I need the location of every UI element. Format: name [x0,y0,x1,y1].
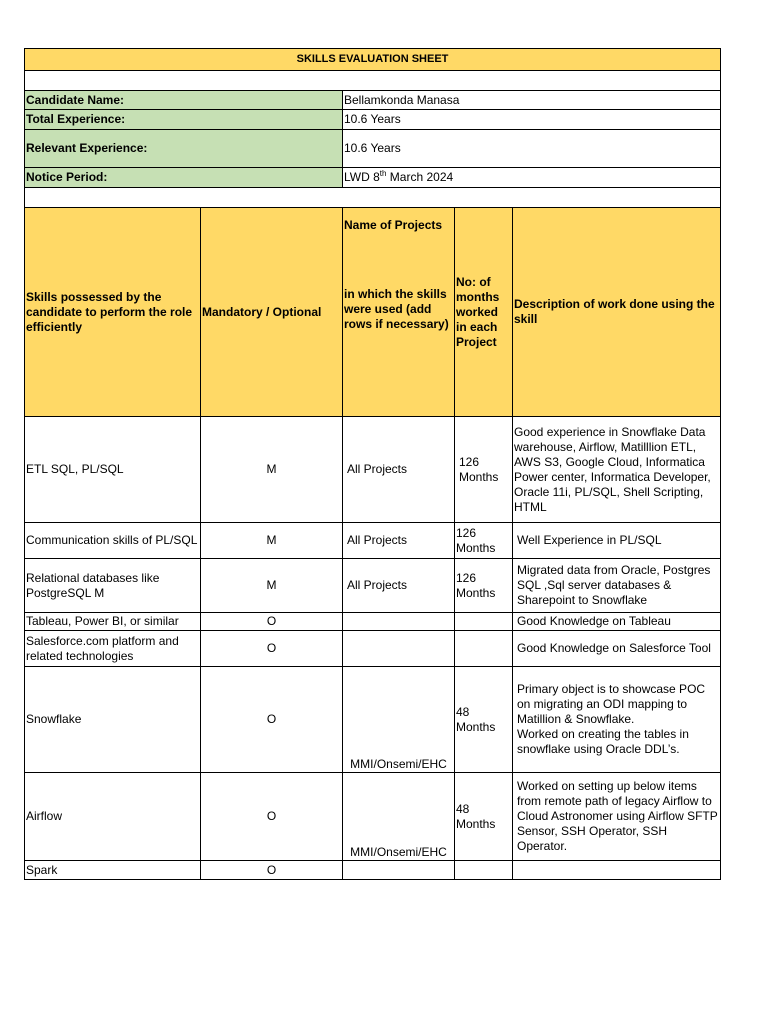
table-row [25,861,721,880]
table-row [25,417,721,523]
months-cell [455,631,513,667]
mandatory-cell: M [201,523,343,559]
description-cell: Primary object is to showcase POC on migrating an ODI mapping to Matillion & Snowflake. Worked on creating the tables in snowflake using Oracle DDL’s. [513,667,721,773]
months-cell: 48 Months [455,773,513,861]
skill-cell: Communication skills of PL/SQL [25,523,201,559]
project-cell: All Projects [343,559,455,613]
months-cell [455,613,513,631]
project-cell: All Projects [343,417,455,523]
months-cell: 126 Months [455,417,513,523]
project-cell: MMI/Onsemi/EHC [343,773,455,861]
notice-suffix: March 2024 [386,170,454,184]
project-cell [343,861,455,880]
skill-cell: Airflow [25,773,201,861]
table-row [25,667,721,773]
header-skills: Skills possessed by the candidate to perform the role efficiently [25,208,201,417]
table-row [25,559,721,613]
header-months: No: of months worked in each Project [455,208,513,417]
skill-cell: Salesforce.com platform and related technologies [25,631,201,667]
description-cell: Worked on setting up below items from remote path of legacy Airflow to Cloud Astronomer using Airflow SFTP Sensor, SSH Operator, SSH Operator. [513,773,721,861]
mandatory-cell: O [201,631,343,667]
header-description: Description of work done using the skill [513,208,721,417]
relevant-experience-value: 10.6 Years [343,130,721,168]
table-row [25,613,721,631]
skill-cell: Spark [25,861,201,880]
project-cell [343,631,455,667]
project-cell [343,613,455,631]
months-cell: 48 Months [455,667,513,773]
spacer-row [25,71,721,91]
notice-prefix: LWD 8 [344,170,380,184]
description-cell: Good Knowledge on Tableau [513,613,721,631]
candidate-name-value: Bellamkonda Manasa [343,91,721,110]
header-projects-bottom: in which the skills were used (add rows if necessary) [344,287,449,331]
project-cell: All Projects [343,523,455,559]
mandatory-cell: O [201,667,343,773]
skill-cell: Relational databases like PostgreSQL M [25,559,201,613]
description-cell: Migrated data from Oracle, Postgres SQL ,Sql server databases & Sharepoint to Snowflake [513,559,721,613]
skill-cell: Tableau, Power BI, or similar [25,613,201,631]
mandatory-cell: O [201,613,343,631]
mandatory-cell: O [201,861,343,880]
project-cell: MMI/Onsemi/EHC [343,667,455,773]
header-projects-top: Name of Projects [344,218,443,232]
skill-cell: Snowflake [25,667,201,773]
description-cell: Good experience in Snowflake Data warehouse, Airflow, Matilllion ETL, AWS S3, Google Cloud, Informatica Power center, Informatica Developer, Oracle 11i, PL/SQL, Shell Scripting, HTML [513,417,721,523]
mandatory-cell: M [201,559,343,613]
total-experience-value: 10.6 Years [343,110,721,130]
skill-cell: ETL SQL, PL/SQL [25,417,201,523]
months-cell [455,861,513,880]
skills-evaluation-sheet [24,48,720,880]
total-experience-label: Total Experience: [25,110,343,130]
months-cell: 126 Months [455,559,513,613]
notice-period-value [343,168,721,188]
spacer-row [25,188,721,208]
relevant-experience-label: Relevant Experience: [25,130,343,168]
months-cell: 126 Months [455,523,513,559]
table-row [25,773,721,861]
header-mandatory-optional: Mandatory / Optional [201,208,343,417]
description-cell: Well Experience in PL/SQL [513,523,721,559]
mandatory-cell: O [201,773,343,861]
mandatory-cell: M [201,417,343,523]
notice-sup: th [379,169,387,178]
description-cell [513,861,721,880]
sheet-title: SKILLS EVALUATION SHEET [25,49,721,71]
description-cell: Good Knowledge on Salesforce Tool [513,631,721,667]
candidate-name-label: Candidate Name: [25,91,343,110]
evaluation-table [24,48,721,880]
table-row [25,523,721,559]
notice-period-label: Notice Period: [25,168,343,188]
table-row [25,631,721,667]
header-projects [343,208,455,417]
